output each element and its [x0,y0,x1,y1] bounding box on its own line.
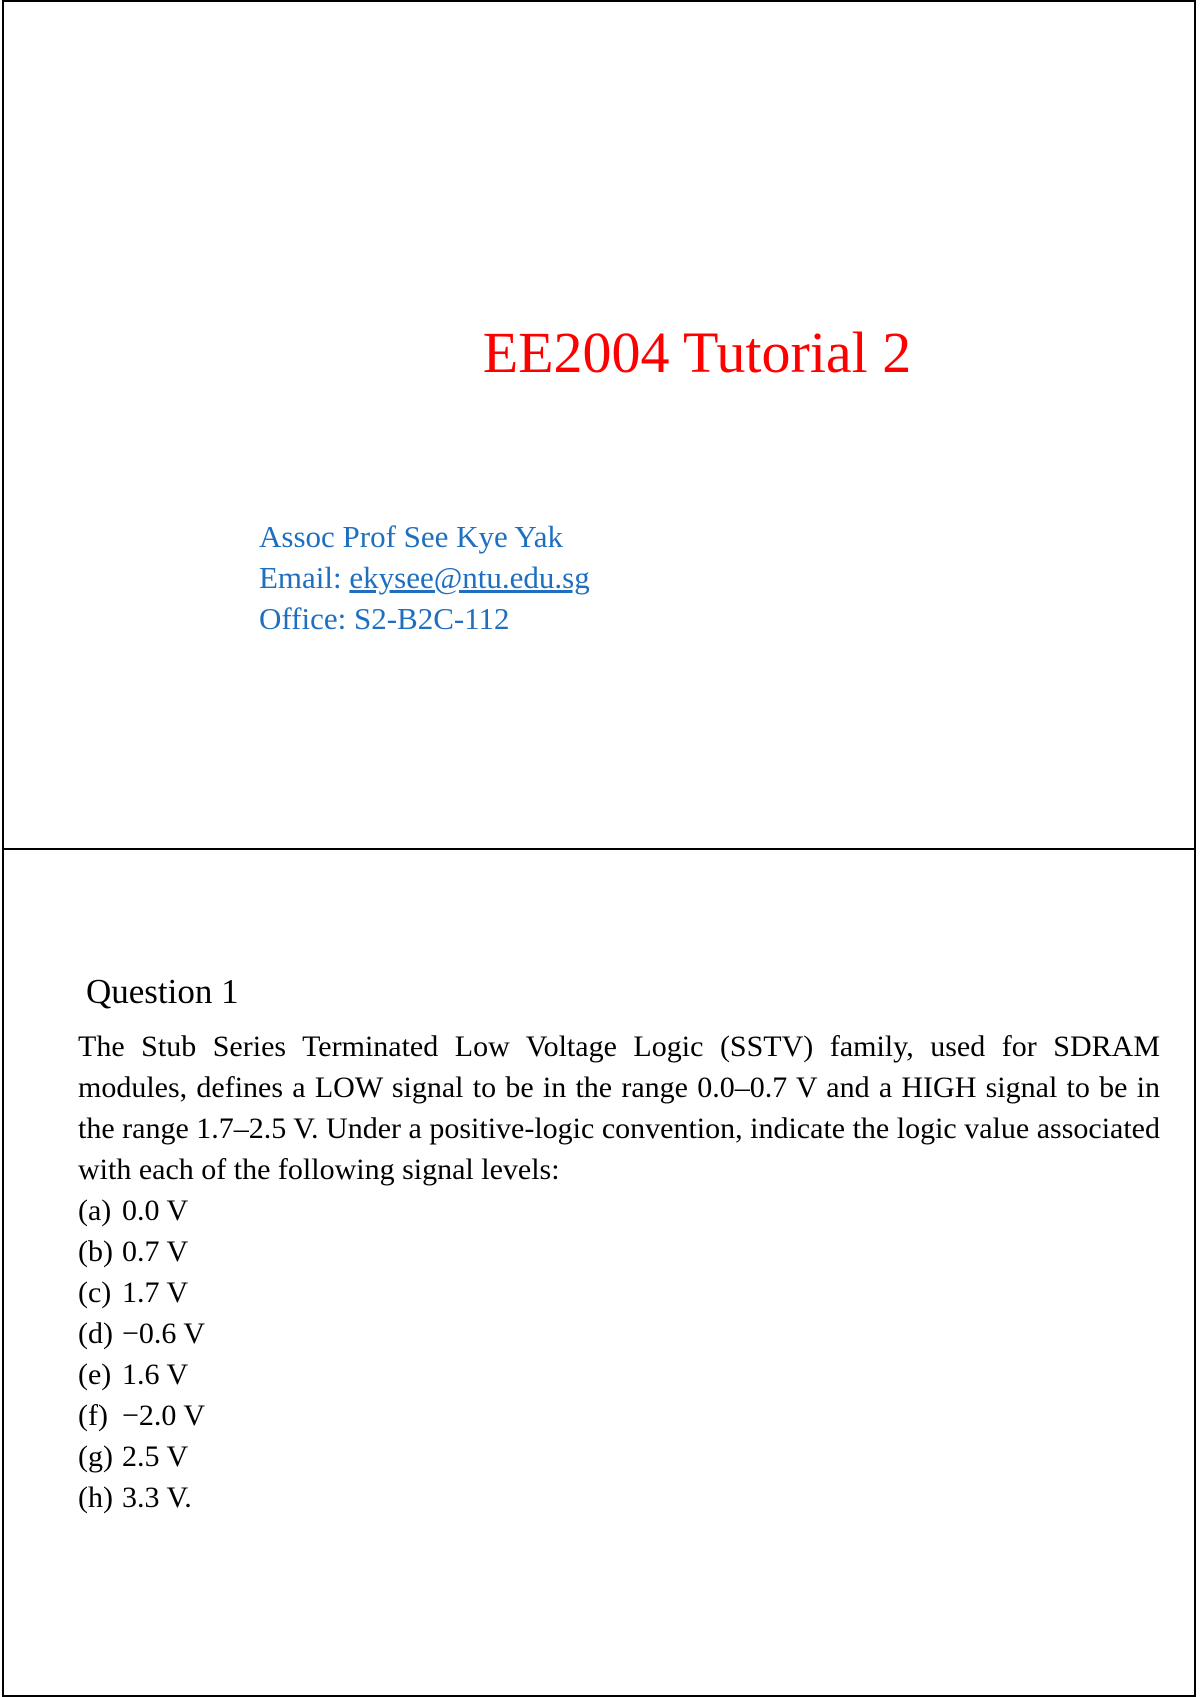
option-value: 0.0 V [122,1194,189,1227]
option-label: (g) [78,1440,113,1473]
question-heading: Question 1 [86,972,239,1011]
option-label: (f) [78,1399,108,1432]
option-label: (c) [78,1276,112,1309]
option-value: 2.5 V [122,1440,189,1473]
option-item [78,1313,205,1354]
option-value: 0.7 V [122,1235,189,1268]
option-value: −0.6 V [122,1317,206,1350]
email-label: Email: [259,560,350,595]
instructor-name: Assoc Prof See Kye Yak [259,519,563,554]
option-item [78,1395,205,1436]
option-item [78,1354,205,1395]
option-value: 1.7 V [122,1276,189,1309]
option-item [78,1436,205,1477]
option-item [78,1231,205,1272]
contact-info [259,516,590,639]
option-value: 3.3 V. [122,1481,192,1514]
email-link[interactable]: ekysee@ntu.edu.sg [349,560,590,595]
option-label: (e) [78,1358,112,1391]
option-label: (a) [78,1194,112,1227]
question-slide [2,848,1196,1697]
option-label: (h) [78,1481,113,1514]
question-body: The Stub Series Terminated Low Voltage Logic (SSTV) family, used for SDRAM modules, defines a LOW signal to be in the range 0.0–0.7 V and a HIGH signal to be in the range 1.7–2.5 V. Under a positive-logic convention, indicate the logic value associated with each of the following signal levels: [78,1030,1160,1186]
option-label: (b) [78,1235,113,1268]
office-line: Office: S2-B2C-112 [259,601,510,636]
option-item [78,1272,205,1313]
option-value: −2.0 V [122,1399,206,1432]
question-options [78,1190,205,1518]
title-slide [2,0,1196,850]
slide-title: EE2004 Tutorial 2 [482,320,912,385]
option-label: (d) [78,1317,113,1350]
email-line [259,557,590,598]
option-item [78,1190,205,1231]
option-item [78,1477,205,1518]
option-value: 1.6 V [122,1358,189,1391]
